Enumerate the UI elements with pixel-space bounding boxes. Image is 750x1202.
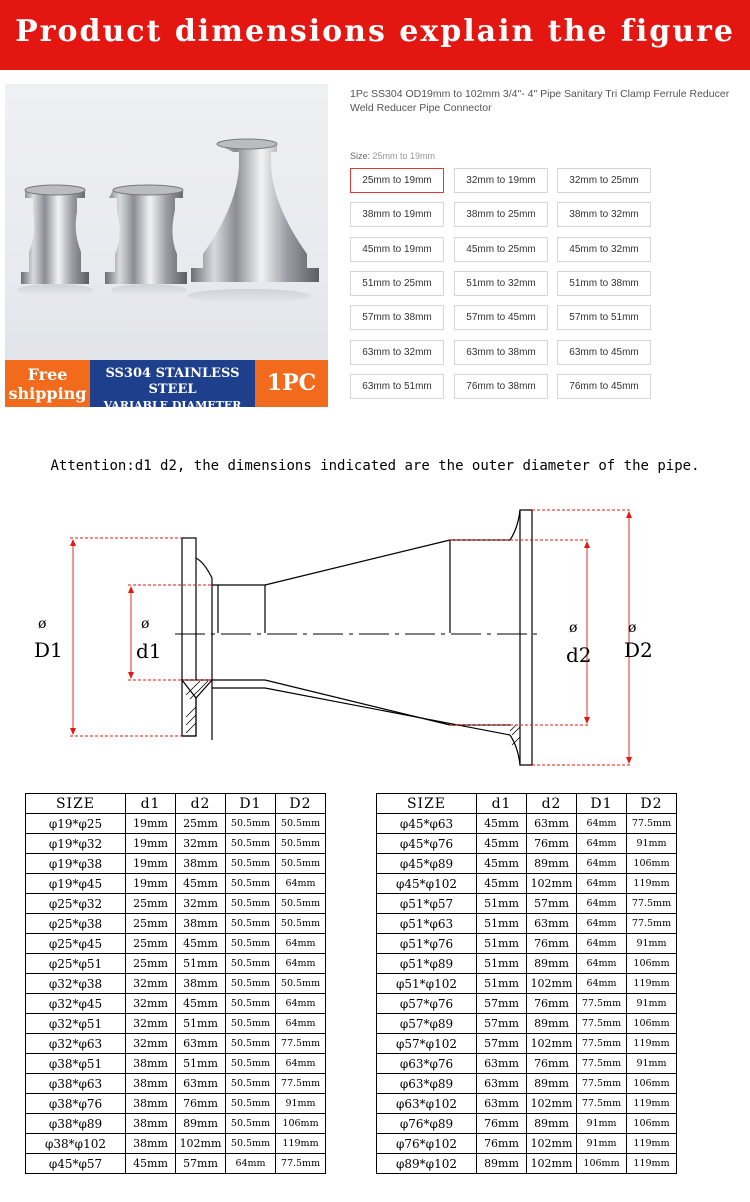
- table-row: [377, 1054, 677, 1074]
- table-row: [26, 1014, 326, 1034]
- cell-d2: 89mm: [527, 1114, 577, 1134]
- product-photo[interactable]: [5, 84, 328, 428]
- table-row: [377, 894, 677, 914]
- table-row: [377, 1094, 677, 1114]
- cell-D1: 50.5mm: [226, 1054, 276, 1074]
- table-row: [377, 994, 677, 1014]
- cone-top: [265, 540, 450, 585]
- table-row: [377, 1134, 677, 1154]
- cell-d1: 45mm: [477, 854, 527, 874]
- cell-d2: 76mm: [527, 1054, 577, 1074]
- cell-d1: 45mm: [477, 814, 527, 834]
- cell-size: φ25*φ51: [26, 954, 126, 974]
- cell-d2: 51mm: [176, 954, 226, 974]
- cell-d2: 102mm: [527, 874, 577, 894]
- table-row: [26, 814, 326, 834]
- cell-D2: 64mm: [276, 1054, 326, 1074]
- table-row: [26, 854, 326, 874]
- size-option[interactable]: 25mm to 19mm: [350, 168, 444, 193]
- cell-d1: 63mm: [477, 1094, 527, 1114]
- table-row: [377, 1014, 677, 1034]
- cell-D1: 77.5mm: [577, 1074, 627, 1094]
- cell-d1: 45mm: [126, 1154, 176, 1174]
- cell-size: φ51*φ102: [377, 974, 477, 994]
- col-D2: D2: [276, 794, 326, 814]
- cell-size: φ45*φ89: [377, 854, 477, 874]
- cell-d1: 51mm: [477, 954, 527, 974]
- cell-d2: 45mm: [176, 874, 226, 894]
- cell-d1: 25mm: [126, 894, 176, 914]
- cell-d2: 51mm: [176, 1054, 226, 1074]
- cell-size: φ32*φ51: [26, 1014, 126, 1034]
- col-D1: D1: [577, 794, 627, 814]
- quantity-badge: 1PC: [255, 360, 328, 407]
- material-badge: [90, 360, 255, 428]
- cell-d2: 38mm: [176, 974, 226, 994]
- cell-size: φ32*φ45: [26, 994, 126, 1014]
- cell-size: φ51*φ57: [377, 894, 477, 914]
- cell-D1: 50.5mm: [226, 1014, 276, 1034]
- cell-D2: 106mm: [627, 854, 677, 874]
- shipping-label: shipping: [8, 384, 87, 403]
- cell-d2: 63mm: [176, 1034, 226, 1054]
- table-row: [377, 814, 677, 834]
- cell-d1: 32mm: [126, 1034, 176, 1054]
- cell-D2: 50.5mm: [276, 834, 326, 854]
- cell-d2: 45mm: [176, 934, 226, 954]
- cell-D1: 106mm: [577, 1154, 627, 1174]
- cell-D1: 50.5mm: [226, 914, 276, 934]
- table-header-row: [26, 794, 326, 814]
- table-row: [26, 1054, 326, 1074]
- size-option[interactable]: 45mm to 32mm: [557, 237, 651, 262]
- free-shipping-badge: [5, 360, 90, 407]
- cell-size: φ89*φ102: [377, 1154, 477, 1174]
- size-option[interactable]: 32mm to 19mm: [454, 168, 548, 193]
- cell-size: φ63*φ89: [377, 1074, 477, 1094]
- cell-d1: 32mm: [126, 974, 176, 994]
- table-row: [377, 874, 677, 894]
- cell-d1: 32mm: [126, 994, 176, 1014]
- cell-d1: 57mm: [477, 1034, 527, 1054]
- cell-d2: 63mm: [527, 914, 577, 934]
- cell-size: φ51*φ89: [377, 954, 477, 974]
- cell-size: φ45*φ57: [26, 1154, 126, 1174]
- cell-size: φ38*φ51: [26, 1054, 126, 1074]
- cell-size: φ19*φ25: [26, 814, 126, 834]
- cell-D2: 77.5mm: [627, 894, 677, 914]
- cell-d1: 51mm: [477, 894, 527, 914]
- cell-D1: 50.5mm: [226, 874, 276, 894]
- table-row: [377, 934, 677, 954]
- cell-d2: 76mm: [527, 934, 577, 954]
- cell-size: φ38*φ89: [26, 1114, 126, 1134]
- cell-D2: 77.5mm: [627, 914, 677, 934]
- cell-D1: 77.5mm: [577, 1014, 627, 1034]
- cell-D2: 64mm: [276, 934, 326, 954]
- cell-size: φ51*φ76: [377, 934, 477, 954]
- cell-d1: 19mm: [126, 814, 176, 834]
- cell-d1: 38mm: [126, 1054, 176, 1074]
- size-option[interactable]: 51mm to 32mm: [454, 271, 548, 296]
- cell-D2: 50.5mm: [276, 914, 326, 934]
- cell-d2: 63mm: [176, 1074, 226, 1094]
- size-option[interactable]: 63mm to 38mm: [454, 340, 548, 365]
- table-row: [26, 1074, 326, 1094]
- cell-D1: 50.5mm: [226, 994, 276, 1014]
- free-label: Free: [27, 365, 68, 384]
- cell-size: φ57*φ89: [377, 1014, 477, 1034]
- cell-d2: 32mm: [176, 834, 226, 854]
- table-row: [377, 1114, 677, 1134]
- cell-D2: 106mm: [627, 1074, 677, 1094]
- size-option[interactable]: 45mm to 25mm: [454, 237, 548, 262]
- cell-d1: 76mm: [477, 1114, 527, 1134]
- medium-reducer-icon: [105, 190, 187, 284]
- cell-size: φ19*φ45: [26, 874, 126, 894]
- table-row: [377, 914, 677, 934]
- cell-D2: 106mm: [627, 1014, 677, 1034]
- table-header-row: [377, 794, 677, 814]
- col-d1: d1: [477, 794, 527, 814]
- cell-D1: 50.5mm: [226, 894, 276, 914]
- cell-D1: 64mm: [577, 854, 627, 874]
- table-row: [377, 854, 677, 874]
- size-option[interactable]: 63mm to 45mm: [557, 340, 651, 365]
- cell-d2: 38mm: [176, 854, 226, 874]
- label-D2: D2: [624, 638, 653, 662]
- cell-D2: 119mm: [627, 974, 677, 994]
- table-row: [26, 874, 326, 894]
- cell-D2: 119mm: [627, 874, 677, 894]
- size-option[interactable]: 57mm to 51mm: [557, 305, 651, 330]
- cell-d2: 32mm: [176, 894, 226, 914]
- cell-size: φ57*φ76: [377, 994, 477, 1014]
- cell-d1: 32mm: [126, 1014, 176, 1034]
- cell-d1: 38mm: [126, 1134, 176, 1154]
- table-row: [26, 834, 326, 854]
- phi-D2: ø: [628, 620, 637, 636]
- cell-d2: 57mm: [527, 894, 577, 914]
- cell-size: φ63*φ76: [377, 1054, 477, 1074]
- cell-d1: 38mm: [126, 1114, 176, 1134]
- cell-size: φ38*φ63: [26, 1074, 126, 1094]
- cell-D2: 50.5mm: [276, 854, 326, 874]
- col-size: SIZE: [377, 794, 477, 814]
- size-caption: Size:: [350, 151, 371, 161]
- cell-d2: 76mm: [176, 1094, 226, 1114]
- cell-D1: 50.5mm: [226, 1074, 276, 1094]
- cell-D1: 77.5mm: [577, 1034, 627, 1054]
- cell-d2: 102mm: [527, 1134, 577, 1154]
- cell-d1: 57mm: [477, 994, 527, 1014]
- size-selected-value: 25mm to 19mm: [372, 151, 436, 161]
- table-row: [26, 1114, 326, 1134]
- cell-D1: 50.5mm: [226, 954, 276, 974]
- cell-D2: 77.5mm: [627, 814, 677, 834]
- col-size: SIZE: [26, 794, 126, 814]
- cell-d2: 102mm: [527, 974, 577, 994]
- cell-size: φ63*φ102: [377, 1094, 477, 1114]
- attention-note: Attention:d1 d2, the dimensions indicated are the outer diameter of the pipe.: [50, 458, 700, 474]
- table-row: [26, 1094, 326, 1114]
- cell-D1: 64mm: [226, 1154, 276, 1174]
- table-row: [26, 1154, 326, 1174]
- cell-D2: 50.5mm: [276, 894, 326, 914]
- promo-banner: [5, 360, 328, 428]
- cell-d2: 57mm: [176, 1154, 226, 1174]
- size-option[interactable]: 76mm to 38mm: [454, 374, 548, 399]
- cell-d2: 102mm: [176, 1134, 226, 1154]
- cell-D1: 91mm: [577, 1134, 627, 1154]
- phi-d2: ø: [569, 620, 578, 636]
- cell-D2: 50.5mm: [276, 814, 326, 834]
- cell-d2: 45mm: [176, 994, 226, 1014]
- cell-D1: 50.5mm: [226, 974, 276, 994]
- table-row: [26, 914, 326, 934]
- connector-label: VARIABLE DIAMETER CONNECTOR: [103, 399, 242, 428]
- phi-D1: ø: [38, 616, 47, 632]
- cell-size: φ38*φ76: [26, 1094, 126, 1114]
- cell-size: φ19*φ32: [26, 834, 126, 854]
- cell-d2: 76mm: [527, 994, 577, 1014]
- spec-table-right: [376, 793, 677, 1174]
- cell-D1: 50.5mm: [226, 1034, 276, 1054]
- cell-D1: 64mm: [577, 894, 627, 914]
- cell-D2: 91mm: [627, 834, 677, 854]
- cell-d1: 63mm: [477, 1074, 527, 1094]
- dimension-arrows: [70, 511, 632, 764]
- cell-D2: 50.5mm: [276, 974, 326, 994]
- size-option[interactable]: 63mm to 51mm: [350, 374, 444, 399]
- cell-size: φ51*φ63: [377, 914, 477, 934]
- table-row: [377, 1074, 677, 1094]
- col-d2: d2: [527, 794, 577, 814]
- cell-d2: 51mm: [176, 1014, 226, 1034]
- table-row: [26, 1134, 326, 1154]
- cell-size: φ25*φ32: [26, 894, 126, 914]
- col-D1: D1: [226, 794, 276, 814]
- cell-size: φ76*φ89: [377, 1114, 477, 1134]
- size-label: [350, 151, 435, 161]
- cell-D2: 77.5mm: [276, 1154, 326, 1174]
- cell-size: φ19*φ38: [26, 854, 126, 874]
- size-option[interactable]: 51mm to 25mm: [350, 271, 444, 296]
- table-row: [26, 934, 326, 954]
- size-option[interactable]: 38mm to 25mm: [454, 202, 548, 227]
- cell-size: φ57*φ102: [377, 1034, 477, 1054]
- size-option[interactable]: 38mm to 32mm: [557, 202, 651, 227]
- cell-size: φ25*φ45: [26, 934, 126, 954]
- left-flange: [182, 538, 196, 736]
- cell-D2: 106mm: [627, 954, 677, 974]
- cell-d2: 25mm: [176, 814, 226, 834]
- product-title: 1Pc SS304 OD19mm to 102mm 3/4"- 4" Pipe Sanitary Tri Clamp Ferrule Reducer Weld Reducer Pipe Connector: [350, 88, 730, 114]
- large-reducer-icon: [191, 144, 319, 282]
- cell-d1: 51mm: [477, 974, 527, 994]
- cell-D1: 64mm: [577, 974, 627, 994]
- cell-d2: 102mm: [527, 1094, 577, 1114]
- cell-D1: 50.5mm: [226, 934, 276, 954]
- cell-d1: 38mm: [126, 1094, 176, 1114]
- cell-D1: 50.5mm: [226, 814, 276, 834]
- cell-D1: 64mm: [577, 874, 627, 894]
- cell-D2: 91mm: [627, 934, 677, 954]
- label-d1: d1: [136, 639, 162, 663]
- cell-D2: 119mm: [627, 1154, 677, 1174]
- size-option[interactable]: 57mm to 38mm: [350, 305, 444, 330]
- cell-d2: 63mm: [527, 814, 577, 834]
- cell-d1: 57mm: [477, 1014, 527, 1034]
- cell-D2: 64mm: [276, 994, 326, 1014]
- cell-size: φ45*φ76: [377, 834, 477, 854]
- cell-d1: 63mm: [477, 1054, 527, 1074]
- size-option[interactable]: 45mm to 19mm: [350, 237, 444, 262]
- cell-size: φ45*φ63: [377, 814, 477, 834]
- cell-D1: 64mm: [577, 834, 627, 854]
- cell-d1: 19mm: [126, 874, 176, 894]
- cell-D1: 77.5mm: [577, 994, 627, 1014]
- col-d1: d1: [126, 794, 176, 814]
- header-title: Product dimensions explain the figure: [15, 14, 735, 49]
- cell-D2: 119mm: [276, 1134, 326, 1154]
- cell-D2: 106mm: [276, 1114, 326, 1134]
- right-flange: [510, 510, 532, 765]
- cell-D2: 106mm: [627, 1114, 677, 1134]
- cell-d1: 89mm: [477, 1154, 527, 1174]
- hatching: [186, 681, 520, 745]
- size-option[interactable]: 32mm to 25mm: [557, 168, 651, 193]
- cell-d2: 102mm: [527, 1034, 577, 1054]
- cell-d1: 51mm: [477, 914, 527, 934]
- cell-D2: 91mm: [627, 1054, 677, 1074]
- cell-d1: 45mm: [477, 874, 527, 894]
- header-banner: [0, 0, 750, 70]
- cell-d2: 38mm: [176, 914, 226, 934]
- cell-size: φ32*φ38: [26, 974, 126, 994]
- label-D1: D1: [34, 638, 63, 662]
- cell-d1: 38mm: [126, 1074, 176, 1094]
- cell-d2: 89mm: [176, 1114, 226, 1134]
- cell-D1: 77.5mm: [577, 1054, 627, 1074]
- table-row: [377, 1034, 677, 1054]
- col-D2: D2: [627, 794, 677, 814]
- size-option[interactable]: 76mm to 45mm: [557, 374, 651, 399]
- cell-D1: 50.5mm: [226, 1114, 276, 1134]
- dimension-lines: [70, 510, 632, 765]
- size-option[interactable]: 57mm to 45mm: [454, 305, 548, 330]
- table-row: [26, 974, 326, 994]
- cell-d2: 89mm: [527, 954, 577, 974]
- cell-D1: 64mm: [577, 914, 627, 934]
- cell-D2: 77.5mm: [276, 1034, 326, 1054]
- cell-d1: 19mm: [126, 834, 176, 854]
- diagram-lines: [182, 510, 532, 765]
- size-option[interactable]: 51mm to 38mm: [557, 271, 651, 296]
- phi-d1: ø: [141, 616, 150, 632]
- material-label: SS304 STAINLESS STEEL: [105, 366, 240, 397]
- cell-d1: 19mm: [126, 854, 176, 874]
- cell-d1: 76mm: [477, 1134, 527, 1154]
- cell-D2: 77.5mm: [276, 1074, 326, 1094]
- cell-D1: 64mm: [577, 954, 627, 974]
- col-d2: d2: [176, 794, 226, 814]
- cell-D1: 50.5mm: [226, 1134, 276, 1154]
- cell-d2: 76mm: [527, 834, 577, 854]
- table-row: [26, 954, 326, 974]
- cell-D2: 119mm: [627, 1134, 677, 1154]
- spec-table-left: [25, 793, 326, 1174]
- small-reducer-icon: [21, 190, 89, 284]
- cell-size: φ76*φ102: [377, 1134, 477, 1154]
- cell-D1: 50.5mm: [226, 854, 276, 874]
- cell-D1: 77.5mm: [577, 1094, 627, 1114]
- cell-D1: 50.5mm: [226, 834, 276, 854]
- table-row: [377, 1154, 677, 1174]
- table-row: [377, 974, 677, 994]
- cell-size: φ45*φ102: [377, 874, 477, 894]
- cell-d2: 89mm: [527, 1074, 577, 1094]
- cell-d1: 25mm: [126, 914, 176, 934]
- table-row: [377, 954, 677, 974]
- cell-D2: 91mm: [276, 1094, 326, 1114]
- cell-D1: 50.5mm: [226, 1094, 276, 1114]
- reducer-photo-illustration: [5, 84, 328, 360]
- cell-d1: 51mm: [477, 934, 527, 954]
- size-option[interactable]: 38mm to 19mm: [350, 202, 444, 227]
- table-row: [26, 1034, 326, 1054]
- cell-size: φ32*φ63: [26, 1034, 126, 1054]
- table-row: [377, 834, 677, 854]
- cell-D2: 64mm: [276, 1014, 326, 1034]
- label-d2: d2: [566, 643, 592, 667]
- cell-size: φ38*φ102: [26, 1134, 126, 1154]
- size-option[interactable]: 63mm to 32mm: [350, 340, 444, 365]
- cell-D2: 91mm: [627, 994, 677, 1014]
- dimension-diagram: [0, 495, 750, 780]
- cell-D2: 64mm: [276, 954, 326, 974]
- cell-d1: 45mm: [477, 834, 527, 854]
- cell-D1: 64mm: [577, 814, 627, 834]
- table-row: [26, 994, 326, 1014]
- cell-d1: 25mm: [126, 934, 176, 954]
- cell-D1: 64mm: [577, 934, 627, 954]
- cell-d1: 25mm: [126, 954, 176, 974]
- table-row: [26, 894, 326, 914]
- cell-d2: 89mm: [527, 1014, 577, 1034]
- cell-d2: 102mm: [527, 1154, 577, 1174]
- cell-D1: 91mm: [577, 1114, 627, 1134]
- cell-D2: 64mm: [276, 874, 326, 894]
- cell-size: φ25*φ38: [26, 914, 126, 934]
- cell-d2: 89mm: [527, 854, 577, 874]
- cell-D2: 119mm: [627, 1094, 677, 1114]
- cell-D2: 119mm: [627, 1034, 677, 1054]
